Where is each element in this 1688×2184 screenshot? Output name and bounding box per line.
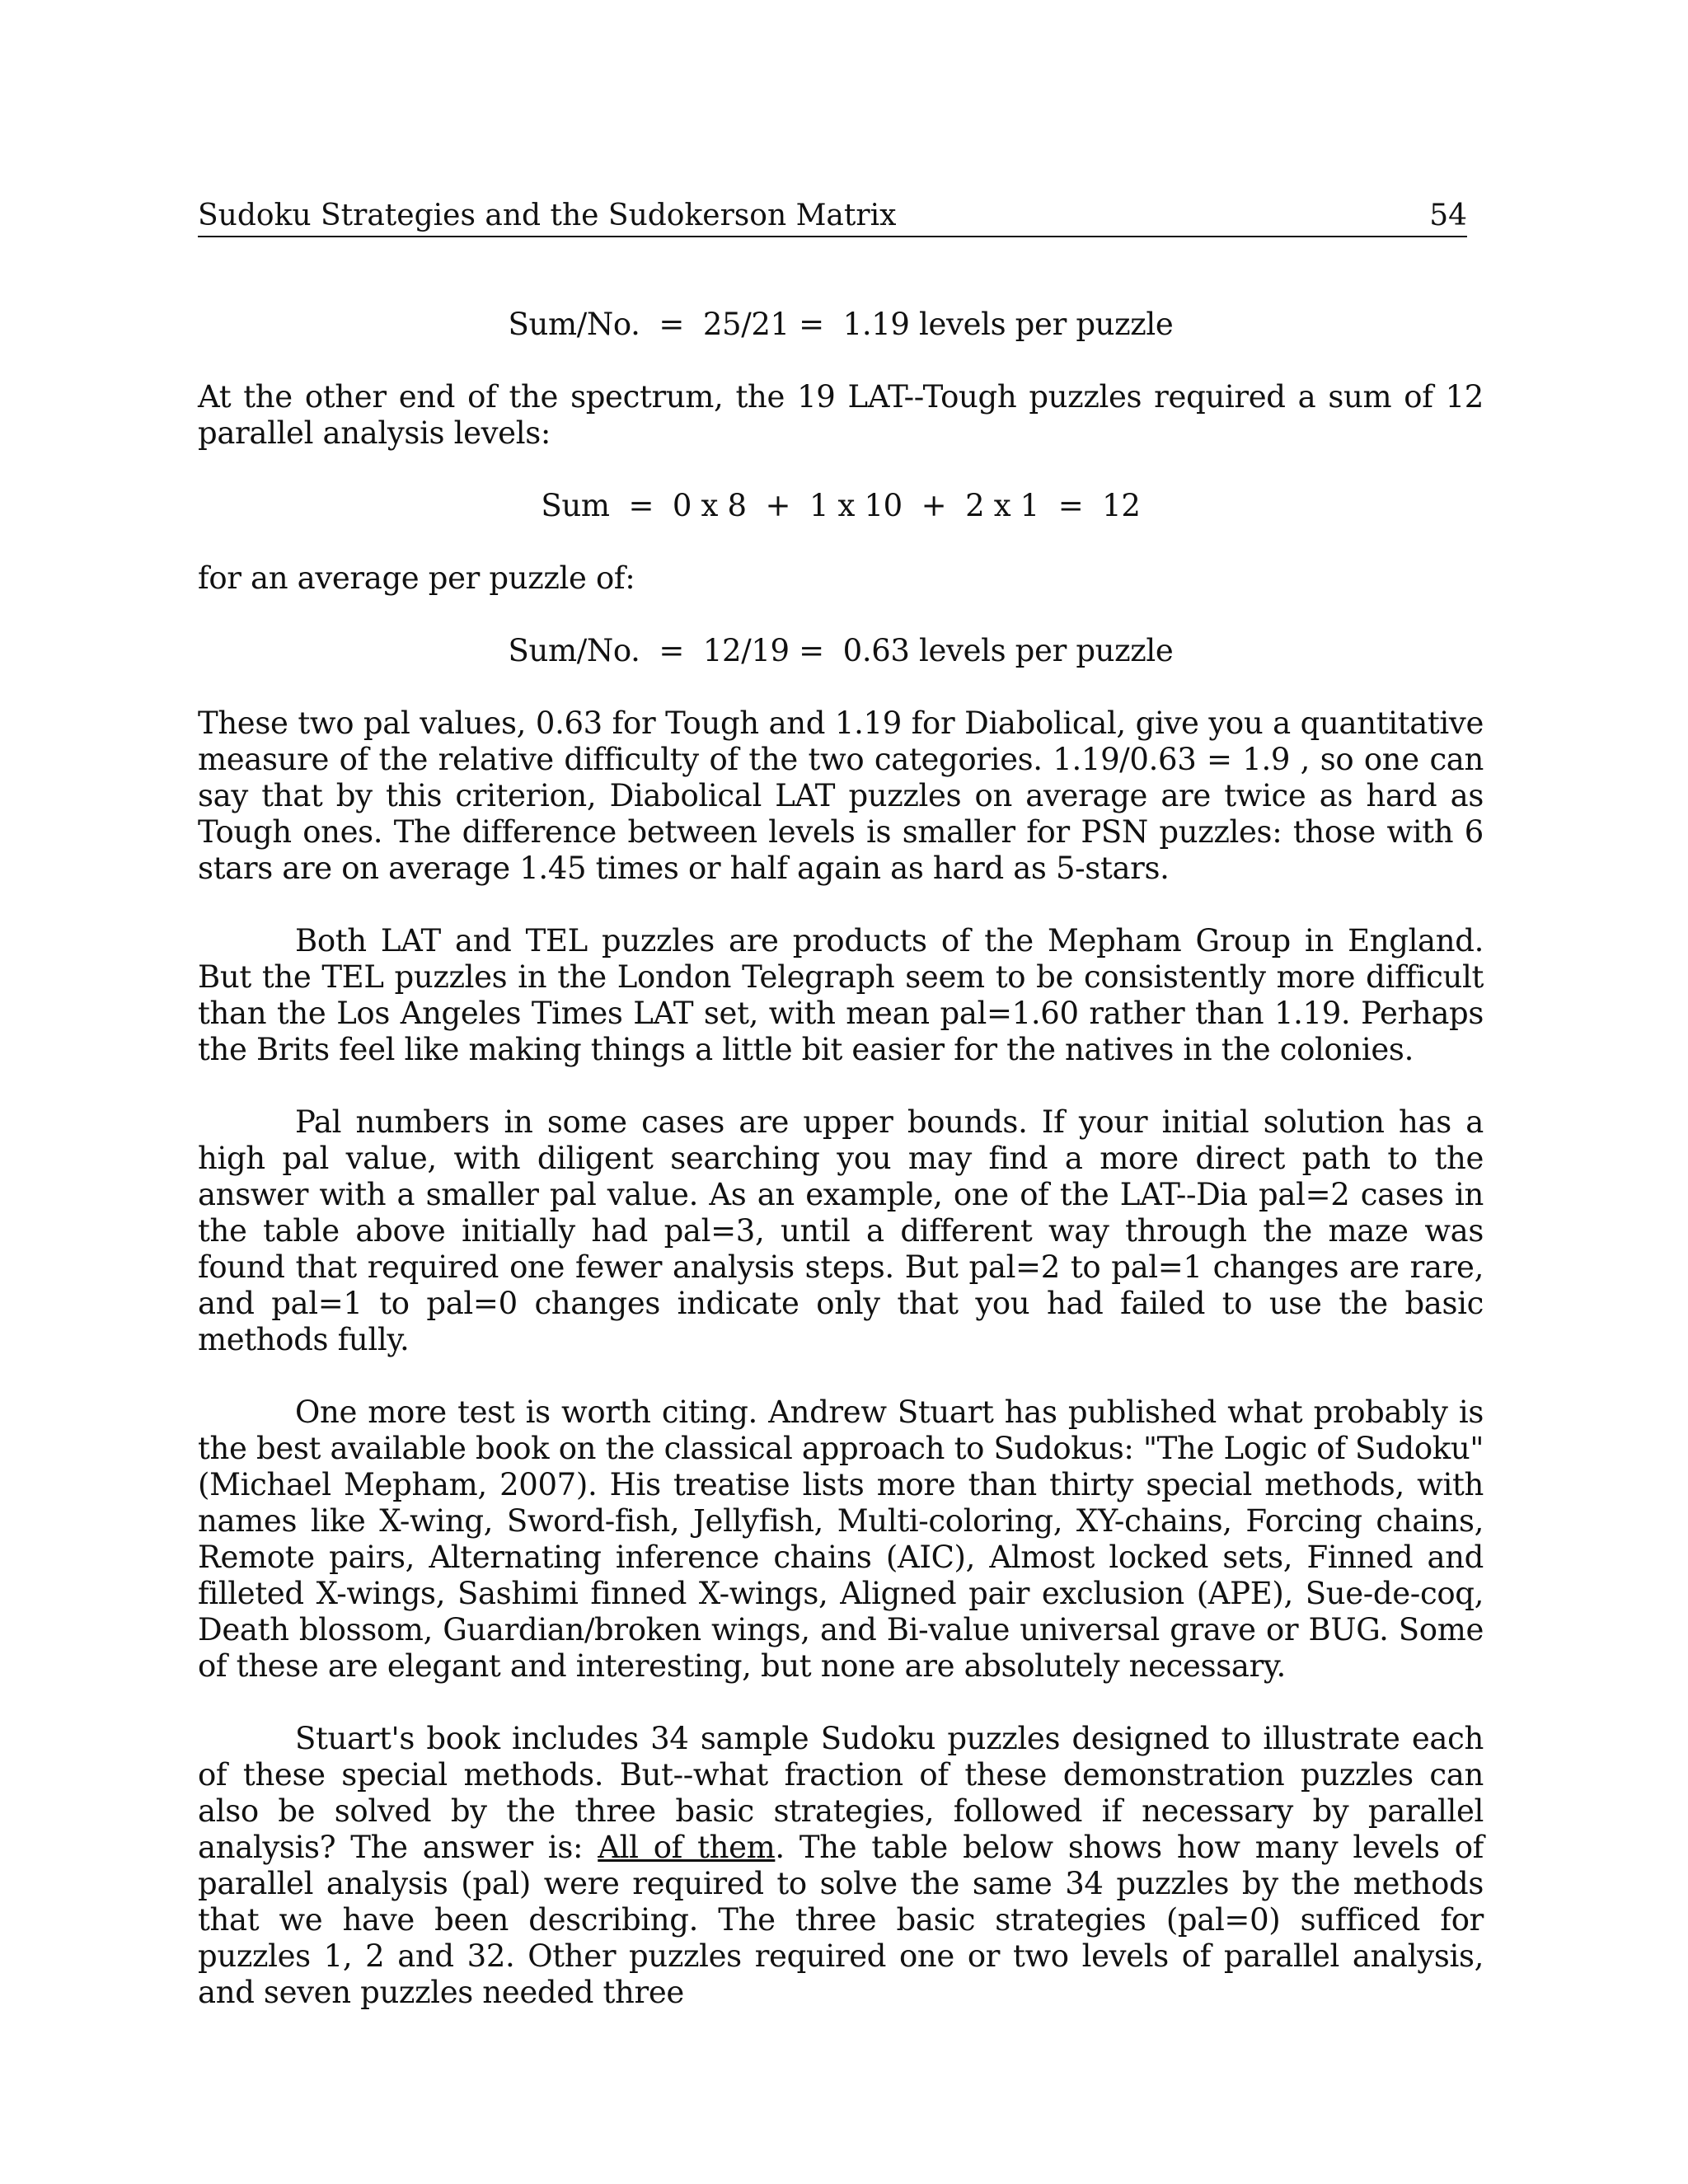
- paragraph-sample-puzzles-part1: Stuart's book includes 34 sample Sudoku puzzles designed to illustrate each of these special methods. But--what fraction of these demonstration puzzles can also be solved by the three basic strategies, followed if necessary by parallel analysis? The answer is:: [198, 1721, 1484, 1865]
- equation-tough-sum: Sum = 0 x 8 + 1 x 10 + 2 x 1 = 12: [541, 488, 1141, 523]
- document-page: [198, 0, 1497, 2184]
- underlined-answer: All of them: [598, 1830, 776, 1865]
- equation-average-diabolical: Sum/No. = 25/21 = 1.19 levels per puzzle: [508, 307, 1174, 342]
- paragraph-pal-values: These two pal values, 0.63 for Tough and 1.19 for Diabolical, give you a quantitative measure of the relative difficulty of the two categories. 1.19/0.63 = 1.9 , so one can say that by this criterion, Diabolical LAT puzzles on average are twice as hard as Tough ones. The difference between levels is smaller for PSN puzzles: those with 6 stars are on average 1.45 times or half again as hard as 5-stars.: [198, 705, 1484, 886]
- page-number: 54: [1429, 199, 1467, 232]
- paragraph-stuart-book: One more test is worth citing. Andrew Stuart has published what probably is the best available book on the classical approach to Sudokus: "The Logic of Sudoku" (Michael Mepham, 2007). His treatise lists more than thirty special methods, with names like X-wing, Sword-fish, Jellyfish, Multi-coloring, XY-chains, Forcing chains, Remote pairs, Alternating inference chains (AIC), Almost locked sets, Finned and filleted X-wings, Sashimi finned X-wings, Aligned pair exclusion (APE), Sue-de-coq, Death blossom, Guardian/broken wings, and Bi-value universal grave or BUG. Some of these are elegant and interesting, but none are absolutely necessary.: [198, 1394, 1484, 1684]
- equation-average-tough: Sum/No. = 12/19 = 0.63 levels per puzzle: [508, 633, 1174, 668]
- paragraph-sample-puzzles: [198, 1721, 1484, 2011]
- paragraph-average-intro: for an average per puzzle of:: [198, 560, 635, 596]
- header-title: Sudoku Strategies and the Sudokerson Matrix: [198, 199, 897, 232]
- paragraph-sample-puzzles-part2: . The table below shows how many levels of parallel analysis (pal) were required to solve the same 34 puzzles by the methods that we have been describing. The three basic strategies (pal=0) sufficed for puzzles 1, 2 and 32. Other puzzles required one or two levels of parallel analysis, and seven puzzles needed three: [198, 1830, 1484, 2010]
- body-text: [198, 307, 1484, 2011]
- paragraph-upper-bounds: Pal numbers in some cases are upper bounds. If your initial solution has a high pal value, with diligent searching you may find a more direct path to the answer with a smaller pal value. As an example, one of the LAT--Dia pal=2 cases in the table above initially had pal=3, until a different way through the maze was found that required one fewer analysis steps. But pal=2 to pal=1 changes are rare, and pal=1 to pal=0 changes indicate only that you had failed to use the basic methods fully.: [198, 1104, 1484, 1357]
- running-header: [198, 196, 1467, 237]
- paragraph-lat-tel: Both LAT and TEL puzzles are products of the Mepham Group in England. But the TEL puzzles in the London Telegraph seem to be consistently more difficult than the Los Angeles Times LAT set, with mean pal=1.60 rather than 1.19. Perhaps the Brits feel like making things a little bit easier for the natives in the colonies.: [198, 923, 1484, 1067]
- paragraph-tough-sum: At the other end of the spectrum, the 19 LAT--Tough puzzles required a sum of 12 parallel analysis levels:: [198, 379, 1484, 451]
